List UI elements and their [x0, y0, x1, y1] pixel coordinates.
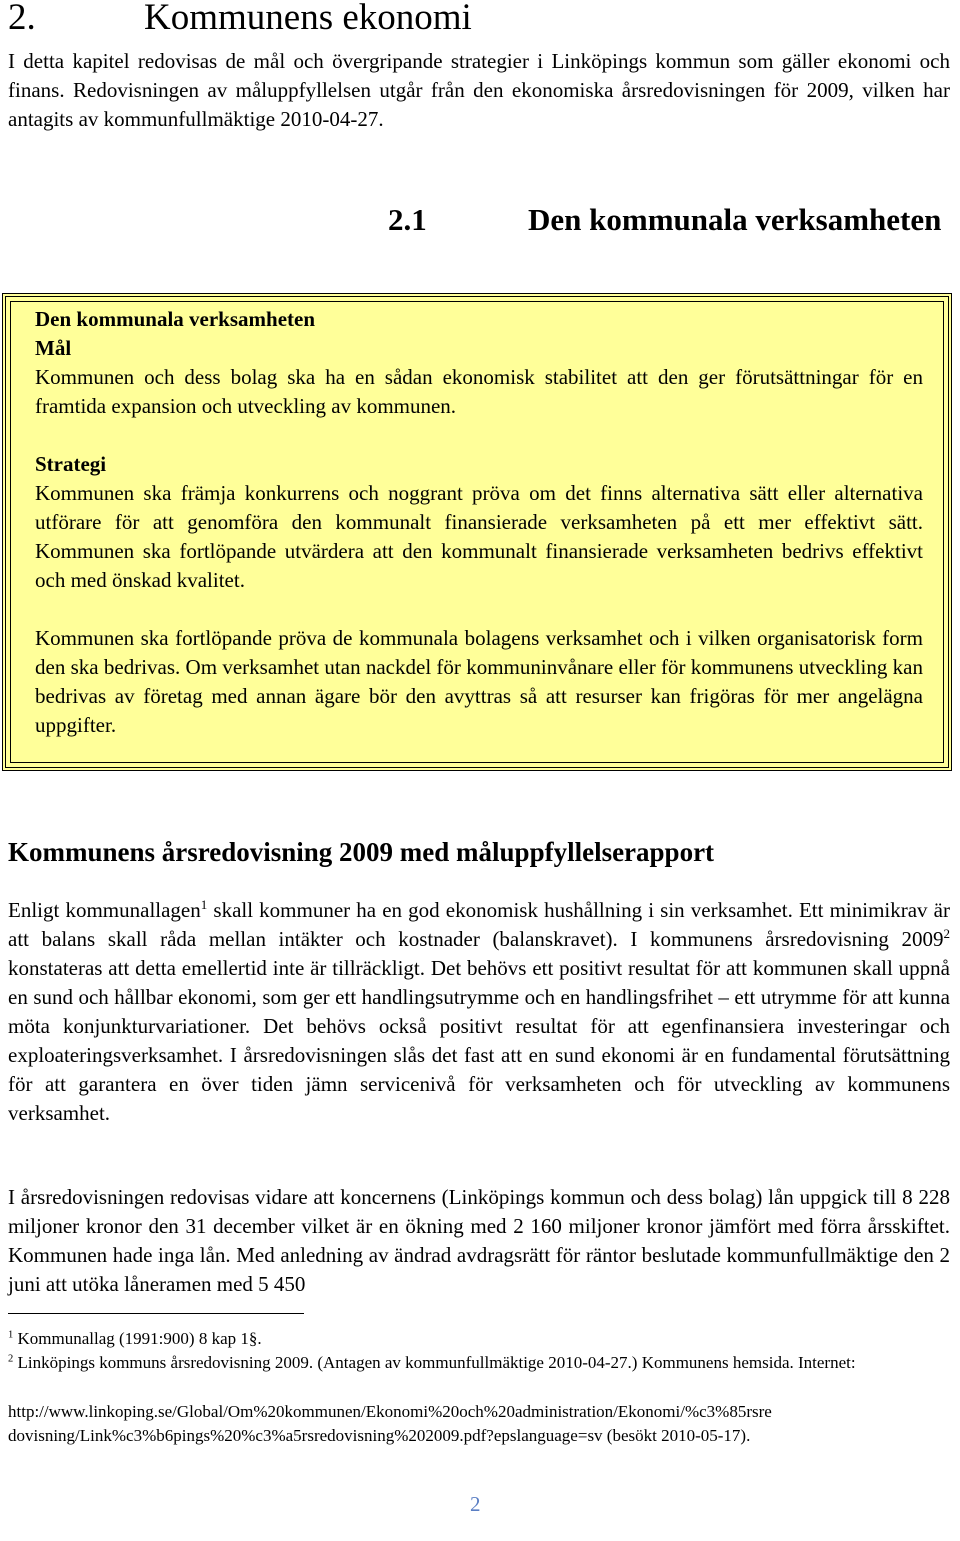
- strategy-text-2: Kommunen ska fortlöpande pröva de kommunala bolagens verksamhet och i vilken organisatorisk form den ska bedrivas. Om verksamhet utan nackdel för kommuninvånare eller för kommunens utveckling kan bedrivas av företag med annan ägare bör den avyttras så att resurser kan frigöras för mer angelägna uppgifter.: [35, 626, 923, 737]
- footnote-1-text: Kommunallag (1991:900) 8 kap 1§.: [13, 1329, 262, 1348]
- chapter-title: Kommunens ekonomi: [144, 0, 472, 38]
- page-number: 2: [470, 1492, 481, 1516]
- report-p1-b: skall kommuner ha en god ekonomisk hushållning i sin verksamhet. Ett minimikrav är att balans skall råda mellan intäkter och kostnader (balanskravet). I kommunens årsredovisning 2009: [8, 898, 950, 951]
- footnote-ref-2: 2: [943, 926, 950, 941]
- footnote-2-mark: 2: [8, 1353, 14, 1365]
- goal-strategy-box: [2, 293, 952, 771]
- chapter-heading: [8, 0, 472, 44]
- footnote-1: [8, 1327, 950, 1351]
- goal-label: Mål: [35, 336, 72, 360]
- report-p1-a: Enligt kommunallagen: [8, 898, 201, 922]
- strategy-text: Kommunen ska främja konkurrens och noggrant pröva om det finns alternativa sätt eller alternativa utförare för att genomföra den kommunalt finansierade verksamheten på ett mer effektivt sätt. Kommunen ska fortlöpande utvärdera att den kommunalt finansierade verksamheten bedrivs effektivt och med önskad kvalitet.: [35, 481, 923, 592]
- footnote-2-url-line-1: http://www.linkoping.se/Global/Om%20kommunen/Ekonomi%20och%20administration/Ekonomi/%c3%85rsre: [8, 1402, 772, 1421]
- goal-text: Kommunen och dess bolag ska ha en sådan ekonomisk stabilitet att den ger förutsättningar för en framtida expansion och utveckling av kommunen.: [35, 365, 923, 418]
- chapter-number: 2.: [8, 0, 36, 38]
- report-paragraph-2: I årsredovisningen redovisas vidare att koncernens (Linköpings kommun och dess bolag) lån uppgick till 8 228 miljoner kronor den 31 december vilket är en ökning med 2 160 miljoner kronor jämfört med förra årsskiftet. Kommunen hade inga lån. Med anledning av ändrad avdragsrätt för räntor beslutade kommunfullmäktige den 2 juni att utöka låneramen med 5 450: [8, 1185, 950, 1296]
- report-heading: Kommunens årsredovisning 2009 med måluppfyllelserapport: [8, 837, 715, 867]
- footnote-separator: [8, 1313, 304, 1314]
- report-paragraph-1: [8, 896, 950, 1128]
- box-title: Den kommunala verksamheten: [35, 307, 316, 331]
- section-title: Den kommunala verksamheten: [528, 202, 942, 237]
- footnote-2-text: Linköpings kommuns årsredovisning 2009. (Antagen av kommunfullmäktige 2010-04-27.) Kommunens hemsida. Internet:: [13, 1353, 856, 1372]
- intro-paragraph: I detta kapitel redovisas de mål och övergripande strategier i Linköpings kommun som gäller ekonomi och finans. Redovisningen av måluppfyllelsen utgår från den ekonomiska årsredovisningen för 2009, vilken har antagits av kommunfullmäktige 2010-04-27.: [8, 49, 950, 131]
- footnote-2: [8, 1351, 950, 1375]
- strategy-label: Strategi: [35, 452, 107, 476]
- report-p1-c: konstateras att detta emellertid inte är tillräckligt. Det behövs ett positivt resultat för att kommunen skall uppnå en sund och hållbar ekonomi, som ger ett handlingsutrymme och en handlingsfrihet – ett utrymme för att kunna möta konjunkturvariationer. Det behövs också positivt resultat för att egenfinansiera investeringar och exploateringsverksamhet. I årsredovisningen slås det fast att en sund ekonomi är en fundamental förutsättning för att garantera en över tiden jämn servicenivå för verksamheten och för utveckling av kommunens verksamhet.: [8, 956, 950, 1125]
- footnote-2-url-line-2: dovisning/Link%c3%b6pings%20%c3%a5rsredovisning%202009.pdf?epslanguage=sv (besökt 2010-05-17).: [8, 1426, 751, 1445]
- footnote-1-mark: 1: [8, 1329, 14, 1341]
- section-number: 2.1: [388, 202, 427, 237]
- box-content: [35, 305, 923, 740]
- section-heading: [388, 196, 941, 244]
- footnote-ref-1: 1: [200, 897, 208, 912]
